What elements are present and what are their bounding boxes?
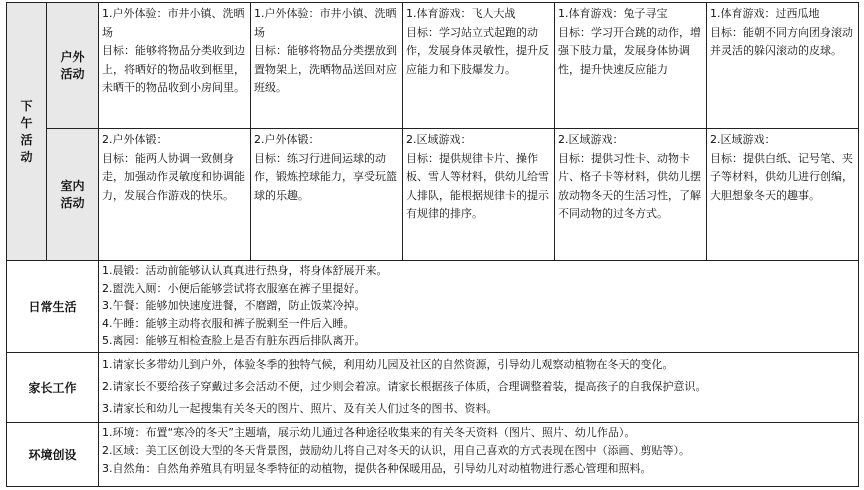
day2-indoor: 2.户外体锻： 目标：练习行进间运球的动作，锻炼控球能力，享受玩篮球的乐趣。	[251, 129, 403, 261]
parents-row	[7, 353, 859, 423]
daily-life-item: 4.午睡：能够主动将衣服和裤子脱剩至一件后入睡。	[102, 316, 355, 330]
environment-row	[7, 423, 859, 487]
day1-indoor: 2.户外体锻： 目标：能两人协调一致侧身走，加强动作灵敏度和协调能力，发展合作游戏的快乐。	[99, 129, 251, 261]
environment-label: 环境创设	[7, 423, 99, 487]
daily-life-label: 日常生活	[7, 261, 99, 353]
daily-life-item: 2.盥洗入厕：小便后能够尝试将衣服塞在裤子里提好。	[102, 281, 366, 295]
afternoon-indoor-row	[7, 129, 859, 261]
daily-life-item: 3.午餐：能够加快速度进餐，不磨蹭，防止饭菜冷掉。	[102, 299, 366, 312]
indoor-label: 室内 活动	[47, 129, 99, 261]
parents-content	[99, 353, 859, 423]
day4-indoor: 2.区域游戏： 目标：提供习性卡、动物卡片、格子卡等材料，供幼儿摆放动物冬天的生活习性，了解不同动物的过冬方式。	[555, 129, 707, 261]
day2-outdoor: 1.户外体验：市井小镇、洗晒场 目标：能够将物品分类摆放到置物架上，洗晒物品送回对应班级。	[251, 3, 403, 129]
environment-item: 2.区域：美工区创设大型的冬天背景图，鼓励幼儿将自己对冬天的认识，用自己喜欢的方式表现在图中（添画、剪贴等）。	[102, 444, 690, 457]
parents-item: 1.请家长多带幼儿到户外，体验冬季的独特气候，利用幼儿园及社区的自然资源，引导幼儿观察动植物在冬天的变化。	[102, 358, 674, 371]
daily-life-content	[99, 261, 859, 353]
day5-outdoor: 1.体育游戏：过西瓜地 目标：能朝不同方向团身滚动并灵活的躲闪滚动的皮球。	[707, 3, 859, 129]
day4-outdoor: 1.体育游戏：兔子寻宝 目标：学习开合跳的动作，增强下肢力量，发展身体协调性，提升快速反应能力	[555, 3, 707, 129]
daily-life-row	[7, 261, 859, 353]
parents-label: 家长工作	[7, 353, 99, 423]
day1-outdoor: 1.户外体验：市井小镇、洗晒场 目标：能够将物品分类收到边上，将晒好的物品收到框里，未晒干的物品收到小房间里。	[99, 3, 251, 129]
day5-indoor: 2.区域游戏： 目标：提供白纸、记号笔、夹子等材料，供幼儿进行创编，大胆想象冬天的趣事。	[707, 129, 859, 261]
afternoon-label: 下 午 活 动	[7, 3, 47, 261]
environment-content	[99, 423, 859, 487]
day3-indoor: 2.区域游戏： 目标：提供规律卡片、操作板、雪人等材料，供幼儿给雪人排队，能根据规律卡的提示有规律的排序。	[403, 129, 555, 261]
outdoor-label: 户外 活动	[47, 3, 99, 129]
environment-item: 3.自然角：自然角养殖具有明显冬季特征的动植物，提供各种保暖用品，引导幼儿对动植物进行悉心管理和照料。	[102, 462, 652, 475]
daily-life-item: 1.晨锻：活动前能够认认真真进行热身，将身体舒展开来。	[102, 264, 388, 277]
day3-outdoor: 1.体育游戏：飞人大战 目标：学习站立式起跑的动作，发展身体灵敏性，提升反应能力和下肢爆发力。	[403, 3, 555, 129]
daily-life-item: 5.离园：能够互相检查脸上是否有脏东西后排队离开。	[102, 334, 366, 347]
parents-item: 2.请家长不要给孩子穿戴过多会活动不便，过少则会着凉。请家长根据孩子体质，合理调整着装，提高孩子的自我保护意识。	[102, 380, 707, 393]
afternoon-outdoor-row	[7, 3, 859, 129]
environment-item: 1.环境：布置“寒冷的冬天”主题墙，展示幼儿通过各种途径收集来的有关冬天资料（图片、照片、幼儿作品）。	[102, 426, 636, 439]
parents-item: 3.请家长和幼儿一起搜集有关冬天的图片、照片、及有关人们过冬的图书、资料。	[102, 402, 498, 415]
weekly-plan-table	[6, 2, 859, 487]
